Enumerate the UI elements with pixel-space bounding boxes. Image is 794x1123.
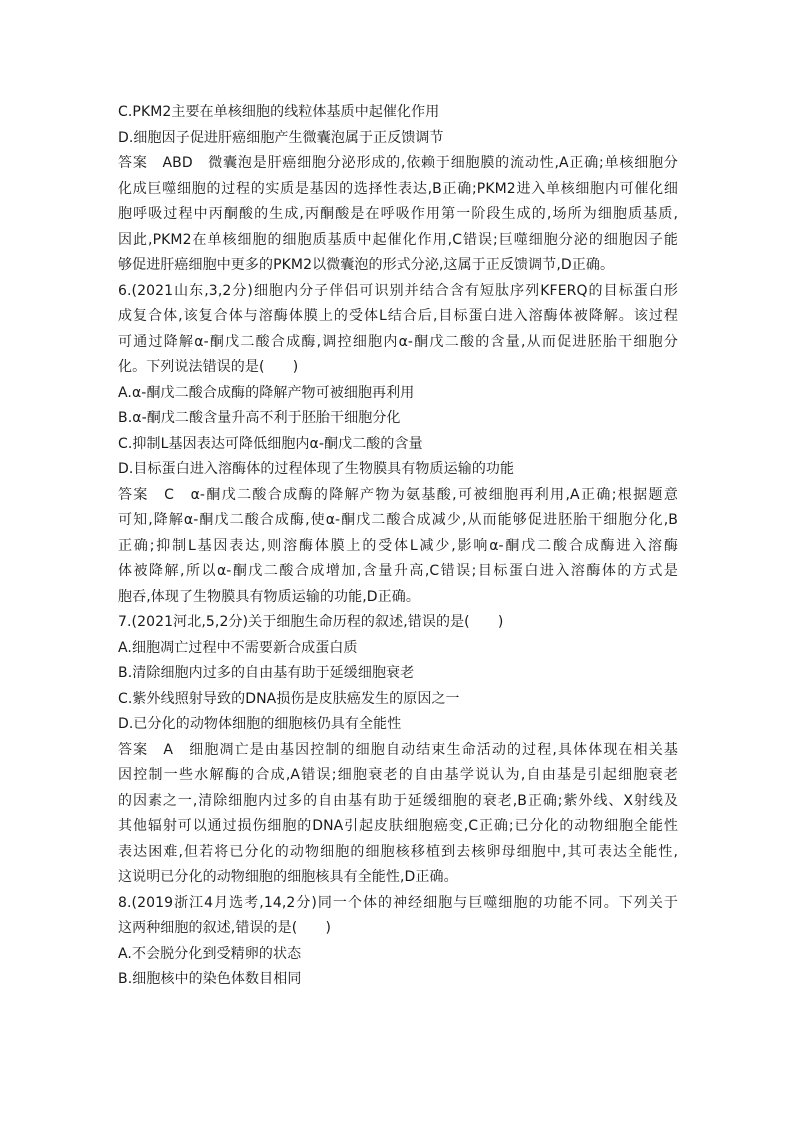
- text-line: A.不会脱分化到受精卵的状态: [118, 945, 302, 962]
- text-line: 6.(2021山东,3,2分)细胞内分子伴侣可识别并结合含有短肽序列KFERQ的目标蛋白形: [118, 282, 678, 299]
- text-line: C.PKM2主要在单核细胞的线粒体基质中起催化作用: [118, 104, 440, 120]
- text-line: 化成巨噬细胞的过程的实质是基因的选择性表达,B正确;PKM2进入单核细胞内可催化细: [118, 180, 678, 197]
- text-line: 体被降解,所以α-酮戊二酸合成增加,含量升高,C错误;目标蛋白进入溶酶体的方式是: [118, 563, 678, 579]
- text-line: C.紫外线照射导致的DNA损伤是皮肤癌发生的原因之一: [118, 690, 460, 707]
- text-line: 成复合体,该复合体与溶酶体膜上的受体L结合后,目标蛋白进入溶酶体被降解。该过程: [118, 308, 678, 324]
- text-line: 可通过降解α-酮戊二酸合成酶,调控细胞内α-酮戊二酸的含量,从而促进胚胎干细胞分: [118, 333, 678, 350]
- text-line: 表达困难,但若将已分化的动物细胞的细胞核移植到去核卵母细胞中,其可表达全能性,: [118, 843, 678, 860]
- text-line: 够促进肝癌细胞中更多的PKM2以微囊泡的形式分泌,这属于正反馈调节,D正确。: [118, 257, 615, 273]
- text-line: 这两种细胞的叙述,错误的是( ): [118, 920, 332, 936]
- text-line: B.细胞核中的染色体数目相同: [118, 971, 302, 987]
- text-line: B.清除细胞内过多的自由基有助于延缓细胞衰老: [118, 665, 415, 681]
- text-line: 正确;抑制L基因表达,则溶酶体膜上的受体L减少,影响α-酮戊二酸合成酶进入溶酶: [118, 537, 678, 554]
- text-line: 7.(2021河北,5,2分)关于细胞生命历程的叙述,错误的是( ): [118, 614, 504, 630]
- text-line: 答案 ABD 微囊泡是肝癌细胞分泌形成的,依赖于细胞膜的流动性,A正确;单核细胞分: [118, 155, 678, 171]
- text-line: 的因素之一,清除细胞内过多的自由基有助于延缓细胞的衰老,B正确;紫外线、X射线及: [118, 792, 678, 809]
- text-line: D.已分化的动物体细胞的细胞核仍具有全能性: [118, 716, 402, 732]
- text-line: 答案 C α-酮戊二酸合成酶的降解产物为氨基酸,可被细胞再利用,A正确;根据题意: [118, 486, 678, 503]
- text-line: A.α-酮戊二酸合成酶的降解产物可被细胞再利用: [118, 384, 415, 401]
- text-line: A.细胞凋亡过程中不需要新合成蛋白质: [118, 639, 358, 656]
- document-page: [118, 100, 678, 993]
- text-line: C.抑制L基因表达可降低细胞内α-酮戊二酸的含量: [118, 435, 423, 452]
- text-line: 因控制一些水解酶的合成,A错误;细胞衰老的自由基学说认为,自由基是引起细胞衰老: [118, 767, 678, 783]
- text-line: 因此,PKM2在单核细胞的细胞质基质中起催化作用,C错误;巨噬细胞分泌的细胞因子能: [118, 231, 678, 248]
- text-line: 这说明已分化的动物细胞的细胞核具有全能性,D正确。: [118, 869, 458, 885]
- text-line: 其他辐射可以通过损伤细胞的DNA引起皮肤细胞癌变,C正确;已分化的动物细胞全能性: [118, 818, 678, 834]
- text-line: D.细胞因子促进肝癌细胞产生微囊泡属于正反馈调节: [118, 129, 444, 146]
- text-line: 胞呼吸过程中丙酮酸的生成,丙酮酸是在呼吸作用第一阶段生成的,场所为细胞质基质,: [118, 206, 678, 222]
- text-line: D.目标蛋白进入溶酶体的过程体现了生物膜具有物质运输的功能: [118, 461, 515, 477]
- text-line: B.α-酮戊二酸含量升高不利于胚胎干细胞分化: [118, 410, 401, 426]
- text-line: 化。下列说法错误的是( ): [118, 359, 299, 375]
- text-line: 答案 A 细胞凋亡是由基因控制的细胞自动结束生命活动的过程,具体体现在相关基: [118, 741, 678, 758]
- text-line: 可知,降解α-酮戊二酸合成酶,使α-酮戊二酸合成减少,从而能够促进胚胎干细胞分化,B: [118, 512, 678, 528]
- text-line: 8.(2019浙江4月选考,14,2分)同一个体的神经细胞与巨噬细胞的功能不同。下列关于: [118, 894, 678, 911]
- text-line: 胞吞,体现了生物膜具有物质运输的功能,D正确。: [118, 588, 420, 605]
